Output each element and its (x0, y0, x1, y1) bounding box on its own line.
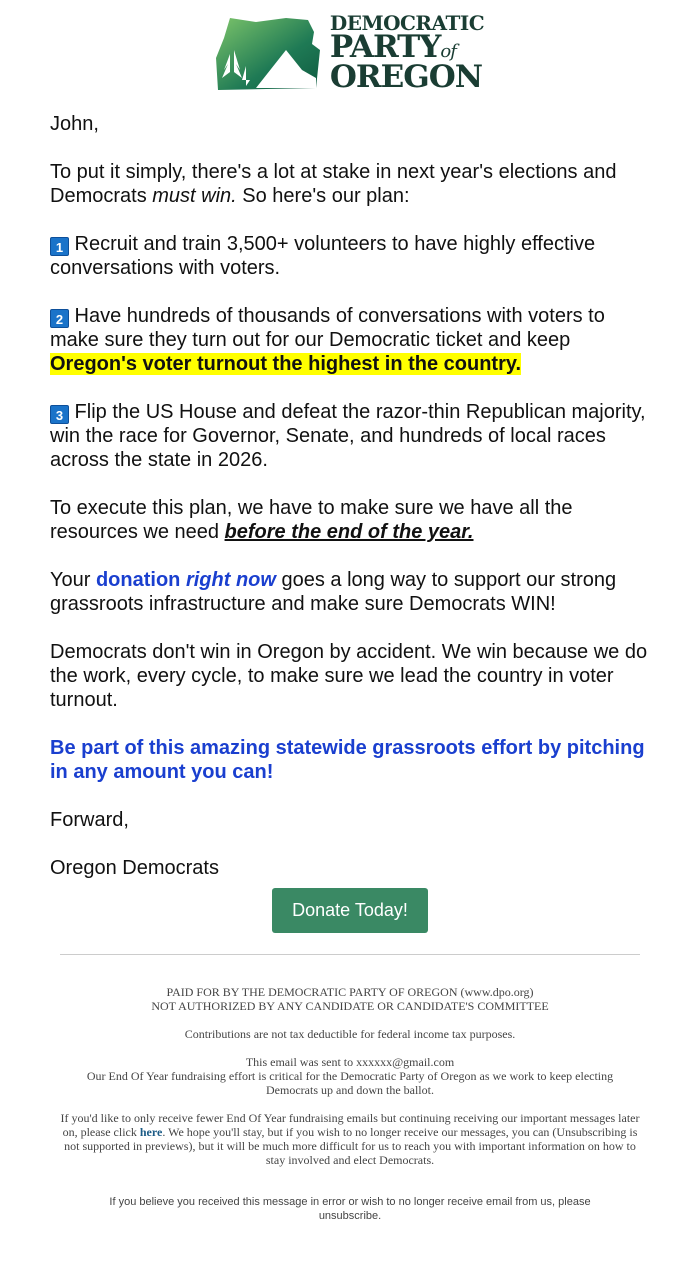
plan-item-3: 3 Flip the US House and defeat the razor-thin Republican majority, win the race for Governor, Senate, and hundreds of local races across the state in 2026. (50, 401, 646, 471)
logo (0, 0, 700, 94)
cta-link[interactable]: Be part of this amazing statewide grassroots effort by pitching in any amount you can! (50, 737, 645, 783)
keycap-3-icon: 3 (50, 405, 69, 424)
paid-for-notice: PAID FOR BY THE DEMOCRATIC PARTY OF OREGON (www.dpo.org) NOT AUTHORIZED BY ANY CANDIDATE OR CANDIDATE'S COMMITTEE (151, 985, 549, 1013)
keycap-2-icon: 2 (50, 309, 69, 328)
preferences-notice: If you'd like to only receive fewer End Of Year fundraising emails but continuing receiving our important messages later on, please click here. We hope you'll stay, but if you wish to no longer receive our messages, you can (Unsubscribing is not supported in previews), but it will be much more difficult for us to reach you with important information on how to stay involved and elect Democrats. (60, 1111, 640, 1167)
greeting: John, (50, 113, 99, 135)
unsubscribe-notice[interactable]: If you believe you received this message in error or wish to no longer receive email from us, please unsubscribe. (109, 1196, 591, 1222)
oregon-map-icon (216, 14, 320, 92)
logo-of: of (440, 41, 456, 63)
logo-line2: PARTY (329, 29, 441, 66)
preferences-link[interactable]: here (139, 1125, 163, 1139)
highlight-text: Oregon's voter turnout the highest in the country. (50, 353, 522, 375)
deadline-text: before the end of the year. (224, 521, 474, 543)
plan-item-1: 1 Recruit and train 3,500+ volunteers to have highly effective conversations with voters. (50, 233, 596, 279)
logo-line3: OREGON (329, 58, 483, 95)
donation-paragraph: Your donation right now goes a long way to support our strong grassroots infrastructure and make sure Democrats WIN! (50, 569, 617, 615)
plan-item-2: 2 Have hundreds of thousands of conversations with voters to make sure they turn out for our Democratic ticket and keep Oregon's voter turnout the highest in the country. (50, 305, 605, 375)
donation-link[interactable]: donation right now (95, 569, 276, 591)
execute-paragraph: To execute this plan, we have to make sure we have all the resources we need before the end of the year. (50, 497, 573, 543)
win-paragraph: Democrats don't win in Oregon by accident. We win because we do the work, every cycle, to make sure we lead the country in voter turnout. (50, 641, 648, 711)
sent-notice: This email was sent to xxxxxx@gmail.com Our End Of Year fundraising effort is critical for the Democratic Party of Oregon as we work to keep electing Democrats up and down the ballot. (86, 1055, 614, 1097)
signature: Oregon Democrats (50, 857, 219, 879)
keycap-1-icon: 1 (50, 237, 69, 256)
intro-paragraph: To put it simply, there's a lot at stake in next year's elections and Democrats must win. So here's our plan: (50, 161, 617, 207)
donate-button[interactable]: Donate Today! (272, 888, 428, 933)
logo-line1: DEMOCRATIC (329, 11, 485, 36)
tax-notice: Contributions are not tax deductible for federal income tax purposes. (184, 1027, 516, 1041)
closing: Forward, (50, 809, 129, 831)
